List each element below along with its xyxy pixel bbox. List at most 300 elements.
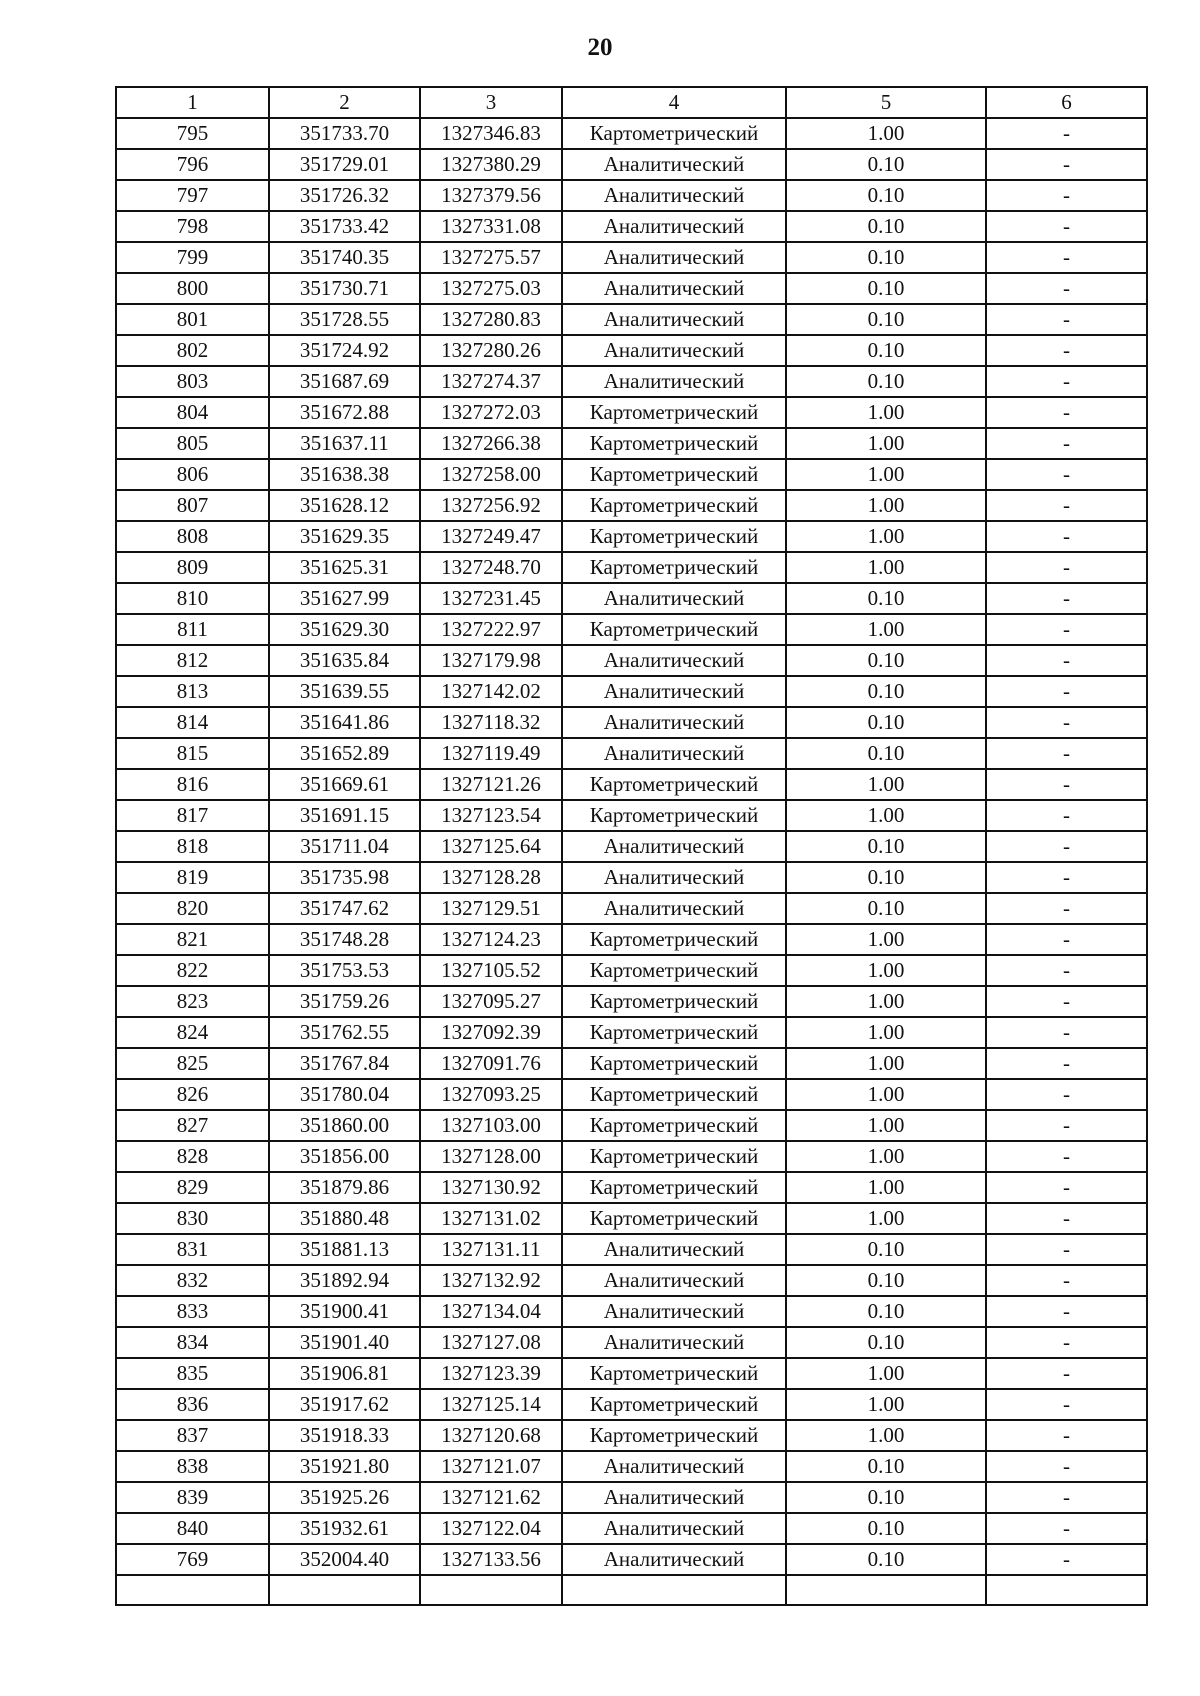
table-row — [116, 583, 1147, 614]
cell-coordinate-x: 351638.38 — [269, 459, 420, 490]
cell-coordinate-y: 1327122.04 — [420, 1513, 562, 1544]
table-row — [116, 211, 1147, 242]
cell-coordinate-y: 1327103.00 — [420, 1110, 562, 1141]
cell-coordinate-x: 351892.94 — [269, 1265, 420, 1296]
table-row — [116, 1234, 1147, 1265]
coordinates-table — [115, 86, 1148, 1606]
cell-method: Картометрический — [562, 1358, 786, 1389]
table-row — [116, 645, 1147, 676]
cell-point-number: 836 — [116, 1389, 269, 1420]
cell-point-number: 824 — [116, 1017, 269, 1048]
column-header-point-number: 1 — [116, 87, 269, 118]
table-row — [116, 924, 1147, 955]
cell-point-number: 818 — [116, 831, 269, 862]
table-row — [116, 149, 1147, 180]
table-row — [116, 1513, 1147, 1544]
cell-coordinate-y: 1327231.45 — [420, 583, 562, 614]
cell-accuracy: 0.10 — [786, 1513, 986, 1544]
cell-method: Картометрический — [562, 118, 786, 149]
cell-method: Аналитический — [562, 1482, 786, 1513]
cell-method: Аналитический — [562, 1451, 786, 1482]
cell-coordinate-y: 1327121.26 — [420, 769, 562, 800]
cell-coordinate-x: 351635.84 — [269, 645, 420, 676]
cell-coordinate-x: 351780.04 — [269, 1079, 420, 1110]
cell-accuracy: 0.10 — [786, 1296, 986, 1327]
cell-accuracy: 1.00 — [786, 1048, 986, 1079]
table-row — [116, 862, 1147, 893]
cell-point-number: 799 — [116, 242, 269, 273]
cell-coordinate-x: 351639.55 — [269, 676, 420, 707]
cell-point-number: 800 — [116, 273, 269, 304]
cell-accuracy: 1.00 — [786, 1358, 986, 1389]
cell-method: Картометрический — [562, 955, 786, 986]
cell-accuracy: 0.10 — [786, 180, 986, 211]
cell-accuracy: 0.10 — [786, 1265, 986, 1296]
cell-method: Аналитический — [562, 676, 786, 707]
cell-accuracy: 0.10 — [786, 211, 986, 242]
column-header-method: 4 — [562, 87, 786, 118]
cell-accuracy: 0.10 — [786, 893, 986, 924]
cell-accuracy: 1.00 — [786, 552, 986, 583]
cell-accuracy: 1.00 — [786, 769, 986, 800]
cell-note: - — [986, 986, 1147, 1017]
cell-method: Картометрический — [562, 800, 786, 831]
cell-method: Картометрический — [562, 397, 786, 428]
cell-coordinate-y: 1327095.27 — [420, 986, 562, 1017]
cell-coordinate-x: 351748.28 — [269, 924, 420, 955]
cell-coordinate-y: 1327130.92 — [420, 1172, 562, 1203]
table-row — [116, 1172, 1147, 1203]
cell-method: Картометрический — [562, 459, 786, 490]
cell-method: Аналитический — [562, 211, 786, 242]
cell-note: - — [986, 614, 1147, 645]
cell-coordinate-y: 1327249.47 — [420, 521, 562, 552]
table-row — [116, 490, 1147, 521]
cell-coordinate-y: 1327123.39 — [420, 1358, 562, 1389]
table-row — [116, 1327, 1147, 1358]
cell-method: Картометрический — [562, 521, 786, 552]
cell-note: - — [986, 397, 1147, 428]
cell-point-number: 840 — [116, 1513, 269, 1544]
cell-method: Аналитический — [562, 1513, 786, 1544]
cell-note: - — [986, 1203, 1147, 1234]
cell-method: Аналитический — [562, 366, 786, 397]
cell-coordinate-y: 1327272.03 — [420, 397, 562, 428]
cell-point-number: 829 — [116, 1172, 269, 1203]
cell-accuracy: 1.00 — [786, 490, 986, 521]
cell-coordinate-y: 1327379.56 — [420, 180, 562, 211]
cell-coordinate-y: 1327092.39 — [420, 1017, 562, 1048]
table-row — [116, 118, 1147, 149]
table-row — [116, 1358, 1147, 1389]
cell-coordinate-x: 352004.40 — [269, 1544, 420, 1575]
table-row — [116, 893, 1147, 924]
cell-point-number: 839 — [116, 1482, 269, 1513]
cell-point-number — [116, 1575, 269, 1605]
table-row — [116, 676, 1147, 707]
cell-note: - — [986, 1451, 1147, 1482]
cell-point-number: 825 — [116, 1048, 269, 1079]
cell-method: Картометрический — [562, 1110, 786, 1141]
cell-coordinate-x: 351921.80 — [269, 1451, 420, 1482]
table-row — [116, 1265, 1147, 1296]
cell-coordinate-y: 1327124.23 — [420, 924, 562, 955]
cell-note: - — [986, 273, 1147, 304]
table-row — [116, 1420, 1147, 1451]
cell-point-number: 804 — [116, 397, 269, 428]
cell-accuracy: 0.10 — [786, 676, 986, 707]
cell-method: Картометрический — [562, 1141, 786, 1172]
cell-point-number: 822 — [116, 955, 269, 986]
cell-note: - — [986, 1110, 1147, 1141]
column-header-coordinate-x: 2 — [269, 87, 420, 118]
cell-accuracy: 0.10 — [786, 366, 986, 397]
cell-note: - — [986, 366, 1147, 397]
cell-coordinate-x: 351880.48 — [269, 1203, 420, 1234]
cell-note: - — [986, 1141, 1147, 1172]
cell-coordinate-y: 1327266.38 — [420, 428, 562, 459]
table-row — [116, 459, 1147, 490]
cell-accuracy: 0.10 — [786, 1327, 986, 1358]
cell-note: - — [986, 583, 1147, 614]
cell-accuracy: 1.00 — [786, 459, 986, 490]
cell-accuracy: 0.10 — [786, 831, 986, 862]
cell-point-number: 816 — [116, 769, 269, 800]
cell-method: Аналитический — [562, 707, 786, 738]
cell-accuracy: 1.00 — [786, 955, 986, 986]
cell-point-number: 801 — [116, 304, 269, 335]
cell-accuracy: 1.00 — [786, 1203, 986, 1234]
cell-coordinate-x: 351627.99 — [269, 583, 420, 614]
cell-coordinate-x: 351629.30 — [269, 614, 420, 645]
cell-coordinate-x: 351625.31 — [269, 552, 420, 583]
cell-coordinate-x: 351925.26 — [269, 1482, 420, 1513]
cell-coordinate-x — [269, 1575, 420, 1605]
cell-note: - — [986, 1389, 1147, 1420]
table-row — [116, 800, 1147, 831]
cell-method: Аналитический — [562, 738, 786, 769]
cell-accuracy: 1.00 — [786, 521, 986, 552]
column-header-coordinate-y: 3 — [420, 87, 562, 118]
cell-coordinate-y: 1327123.54 — [420, 800, 562, 831]
cell-coordinate-x: 351628.12 — [269, 490, 420, 521]
cell-method: Картометрический — [562, 1017, 786, 1048]
cell-point-number: 809 — [116, 552, 269, 583]
cell-accuracy: 0.10 — [786, 645, 986, 676]
cell-coordinate-x: 351762.55 — [269, 1017, 420, 1048]
table-header-row — [116, 87, 1147, 118]
cell-note: - — [986, 645, 1147, 676]
cell-method: Картометрический — [562, 769, 786, 800]
cell-coordinate-x: 351932.61 — [269, 1513, 420, 1544]
table-row — [116, 986, 1147, 1017]
cell-coordinate-x: 351669.61 — [269, 769, 420, 800]
cell-note: - — [986, 1172, 1147, 1203]
cell-note: - — [986, 521, 1147, 552]
cell-method: Картометрический — [562, 1079, 786, 1110]
cell-point-number: 810 — [116, 583, 269, 614]
cell-coordinate-y: 1327120.68 — [420, 1420, 562, 1451]
cell-coordinate-x: 351711.04 — [269, 831, 420, 862]
cell-accuracy: 1.00 — [786, 1389, 986, 1420]
cell-note: - — [986, 1513, 1147, 1544]
cell-note: - — [986, 1544, 1147, 1575]
cell-coordinate-y: 1327093.25 — [420, 1079, 562, 1110]
cell-accuracy: 0.10 — [786, 862, 986, 893]
cell-method: Картометрический — [562, 1389, 786, 1420]
cell-coordinate-y: 1327258.00 — [420, 459, 562, 490]
cell-note: - — [986, 1048, 1147, 1079]
cell-coordinate-x: 351740.35 — [269, 242, 420, 273]
cell-coordinate-x: 351641.86 — [269, 707, 420, 738]
cell-point-number: 802 — [116, 335, 269, 366]
cell-method: Аналитический — [562, 1234, 786, 1265]
cell-point-number: 808 — [116, 521, 269, 552]
cell-point-number: 830 — [116, 1203, 269, 1234]
cell-coordinate-x: 351652.89 — [269, 738, 420, 769]
cell-point-number: 815 — [116, 738, 269, 769]
cell-accuracy: 0.10 — [786, 273, 986, 304]
cell-point-number: 798 — [116, 211, 269, 242]
cell-coordinate-y: 1327127.08 — [420, 1327, 562, 1358]
cell-point-number: 796 — [116, 149, 269, 180]
cell-note: - — [986, 1358, 1147, 1389]
table-row — [116, 242, 1147, 273]
cell-coordinate-y: 1327132.92 — [420, 1265, 562, 1296]
cell-method: Аналитический — [562, 1327, 786, 1358]
cell-point-number: 821 — [116, 924, 269, 955]
table-row — [116, 366, 1147, 397]
cell-point-number: 833 — [116, 1296, 269, 1327]
cell-method: Картометрический — [562, 552, 786, 583]
cell-coordinate-y: 1327129.51 — [420, 893, 562, 924]
cell-note: - — [986, 738, 1147, 769]
table-row — [116, 180, 1147, 211]
cell-note: - — [986, 490, 1147, 521]
cell-accuracy: 1.00 — [786, 397, 986, 428]
cell-point-number: 806 — [116, 459, 269, 490]
cell-coordinate-y: 1327125.14 — [420, 1389, 562, 1420]
cell-coordinate-x: 351767.84 — [269, 1048, 420, 1079]
cell-point-number: 805 — [116, 428, 269, 459]
cell-coordinate-x: 351637.11 — [269, 428, 420, 459]
cell-coordinate-x: 351733.42 — [269, 211, 420, 242]
cell-point-number: 823 — [116, 986, 269, 1017]
cell-coordinate-x: 351726.32 — [269, 180, 420, 211]
cell-note: - — [986, 149, 1147, 180]
cell-point-number: 827 — [116, 1110, 269, 1141]
cell-coordinate-x: 351691.15 — [269, 800, 420, 831]
cell-accuracy: 1.00 — [786, 1141, 986, 1172]
cell-note: - — [986, 459, 1147, 490]
cell-method: Аналитический — [562, 862, 786, 893]
cell-coordinate-y: 1327346.83 — [420, 118, 562, 149]
cell-coordinate-x: 351687.69 — [269, 366, 420, 397]
column-header-note: 6 — [986, 87, 1147, 118]
cell-accuracy: 1.00 — [786, 614, 986, 645]
cell-coordinate-y: 1327121.07 — [420, 1451, 562, 1482]
table-row — [116, 304, 1147, 335]
cell-accuracy: 1.00 — [786, 118, 986, 149]
cell-method: Аналитический — [562, 1265, 786, 1296]
table-row — [116, 521, 1147, 552]
table-row — [116, 769, 1147, 800]
cell-point-number: 832 — [116, 1265, 269, 1296]
page-number: 20 — [587, 34, 613, 61]
cell-note: - — [986, 1420, 1147, 1451]
cell-note: - — [986, 893, 1147, 924]
cell-point-number: 795 — [116, 118, 269, 149]
cell-note: - — [986, 800, 1147, 831]
cell-coordinate-x: 351917.62 — [269, 1389, 420, 1420]
cell-point-number: 803 — [116, 366, 269, 397]
cell-coordinate-x: 351856.00 — [269, 1141, 420, 1172]
cell-point-number: 807 — [116, 490, 269, 521]
cell-coordinate-y: 1327274.37 — [420, 366, 562, 397]
cell-accuracy: 0.10 — [786, 1482, 986, 1513]
cell-note: - — [986, 862, 1147, 893]
cell-accuracy: 0.10 — [786, 738, 986, 769]
cell-note: - — [986, 242, 1147, 273]
cell-note: - — [986, 211, 1147, 242]
cell-note: - — [986, 1296, 1147, 1327]
cell-coordinate-y: 1327119.49 — [420, 738, 562, 769]
cell-note: - — [986, 1234, 1147, 1265]
cell-accuracy: 0.10 — [786, 1544, 986, 1575]
cell-method: Аналитический — [562, 1544, 786, 1575]
cell-coordinate-x: 351759.26 — [269, 986, 420, 1017]
cell-point-number: 819 — [116, 862, 269, 893]
cell-point-number: 817 — [116, 800, 269, 831]
cell-note: - — [986, 1017, 1147, 1048]
cell-coordinate-y: 1327133.56 — [420, 1544, 562, 1575]
cell-coordinate-y: 1327128.28 — [420, 862, 562, 893]
cell-coordinate-y: 1327142.02 — [420, 676, 562, 707]
cell-coordinate-x: 351735.98 — [269, 862, 420, 893]
cell-point-number: 826 — [116, 1079, 269, 1110]
table-row — [116, 1544, 1147, 1575]
table-row — [116, 1110, 1147, 1141]
cell-accuracy: 1.00 — [786, 1079, 986, 1110]
cell-coordinate-x: 351753.53 — [269, 955, 420, 986]
cell-method: Картометрический — [562, 614, 786, 645]
column-header-accuracy: 5 — [786, 87, 986, 118]
cell-coordinate-y: 1327118.32 — [420, 707, 562, 738]
cell-method: Аналитический — [562, 893, 786, 924]
cell-method: Картометрический — [562, 428, 786, 459]
cell-coordinate-y: 1327091.76 — [420, 1048, 562, 1079]
table-row — [116, 1048, 1147, 1079]
cell-note: - — [986, 552, 1147, 583]
cell-point-number: 834 — [116, 1327, 269, 1358]
cell-coordinate-y: 1327128.00 — [420, 1141, 562, 1172]
table-row — [116, 397, 1147, 428]
cell-accuracy: 1.00 — [786, 1172, 986, 1203]
cell-coordinate-x: 351747.62 — [269, 893, 420, 924]
cell-method: Аналитический — [562, 304, 786, 335]
cell-note: - — [986, 1079, 1147, 1110]
cell-note: - — [986, 955, 1147, 986]
cell-coordinate-x: 351730.71 — [269, 273, 420, 304]
table-row — [116, 707, 1147, 738]
cell-accuracy: 0.10 — [786, 1451, 986, 1482]
cell-coordinate-y: 1327380.29 — [420, 149, 562, 180]
cell-coordinate-x: 351729.01 — [269, 149, 420, 180]
cell-point-number: 797 — [116, 180, 269, 211]
table-row — [116, 614, 1147, 645]
cell-coordinate-y: 1327248.70 — [420, 552, 562, 583]
cell-point-number: 812 — [116, 645, 269, 676]
cell-note: - — [986, 769, 1147, 800]
cell-coordinate-x: 351906.81 — [269, 1358, 420, 1389]
cell-accuracy: 1.00 — [786, 1017, 986, 1048]
cell-coordinate-y: 1327125.64 — [420, 831, 562, 862]
cell-method: Картометрический — [562, 986, 786, 1017]
cell-accuracy — [786, 1575, 986, 1605]
cell-coordinate-x: 351672.88 — [269, 397, 420, 428]
table-body — [116, 118, 1147, 1605]
cell-method — [562, 1575, 786, 1605]
cell-coordinate-x: 351918.33 — [269, 1420, 420, 1451]
cell-coordinate-y: 1327105.52 — [420, 955, 562, 986]
cell-accuracy: 0.10 — [786, 304, 986, 335]
cell-accuracy: 0.10 — [786, 707, 986, 738]
cell-note: - — [986, 428, 1147, 459]
cell-method: Картометрический — [562, 1048, 786, 1079]
cell-note: - — [986, 1482, 1147, 1513]
cell-note: - — [986, 1265, 1147, 1296]
cell-method: Картометрический — [562, 1172, 786, 1203]
table-row — [116, 738, 1147, 769]
cell-coordinate-y: 1327222.97 — [420, 614, 562, 645]
table-row — [116, 428, 1147, 459]
cell-point-number: 811 — [116, 614, 269, 645]
cell-accuracy: 0.10 — [786, 583, 986, 614]
cell-method: Аналитический — [562, 180, 786, 211]
table-row — [116, 335, 1147, 366]
table-row — [116, 1482, 1147, 1513]
cell-note — [986, 1575, 1147, 1605]
cell-coordinate-x: 351728.55 — [269, 304, 420, 335]
cell-coordinate-x: 351724.92 — [269, 335, 420, 366]
table-row — [116, 552, 1147, 583]
table-row — [116, 1203, 1147, 1234]
cell-point-number: 813 — [116, 676, 269, 707]
table-row — [116, 1575, 1147, 1605]
cell-point-number: 814 — [116, 707, 269, 738]
cell-note: - — [986, 707, 1147, 738]
cell-note: - — [986, 676, 1147, 707]
cell-method: Аналитический — [562, 149, 786, 180]
cell-method: Аналитический — [562, 645, 786, 676]
cell-coordinate-y: 1327131.02 — [420, 1203, 562, 1234]
cell-coordinate-y: 1327134.04 — [420, 1296, 562, 1327]
cell-method: Аналитический — [562, 335, 786, 366]
cell-coordinate-y — [420, 1575, 562, 1605]
table-row — [116, 1079, 1147, 1110]
cell-note: - — [986, 118, 1147, 149]
cell-coordinate-y: 1327275.57 — [420, 242, 562, 273]
cell-point-number: 838 — [116, 1451, 269, 1482]
table-row — [116, 1141, 1147, 1172]
cell-accuracy: 1.00 — [786, 428, 986, 459]
cell-method: Картометрический — [562, 924, 786, 955]
cell-accuracy: 1.00 — [786, 800, 986, 831]
cell-method: Картометрический — [562, 1420, 786, 1451]
cell-method: Аналитический — [562, 242, 786, 273]
cell-note: - — [986, 1327, 1147, 1358]
cell-point-number: 837 — [116, 1420, 269, 1451]
